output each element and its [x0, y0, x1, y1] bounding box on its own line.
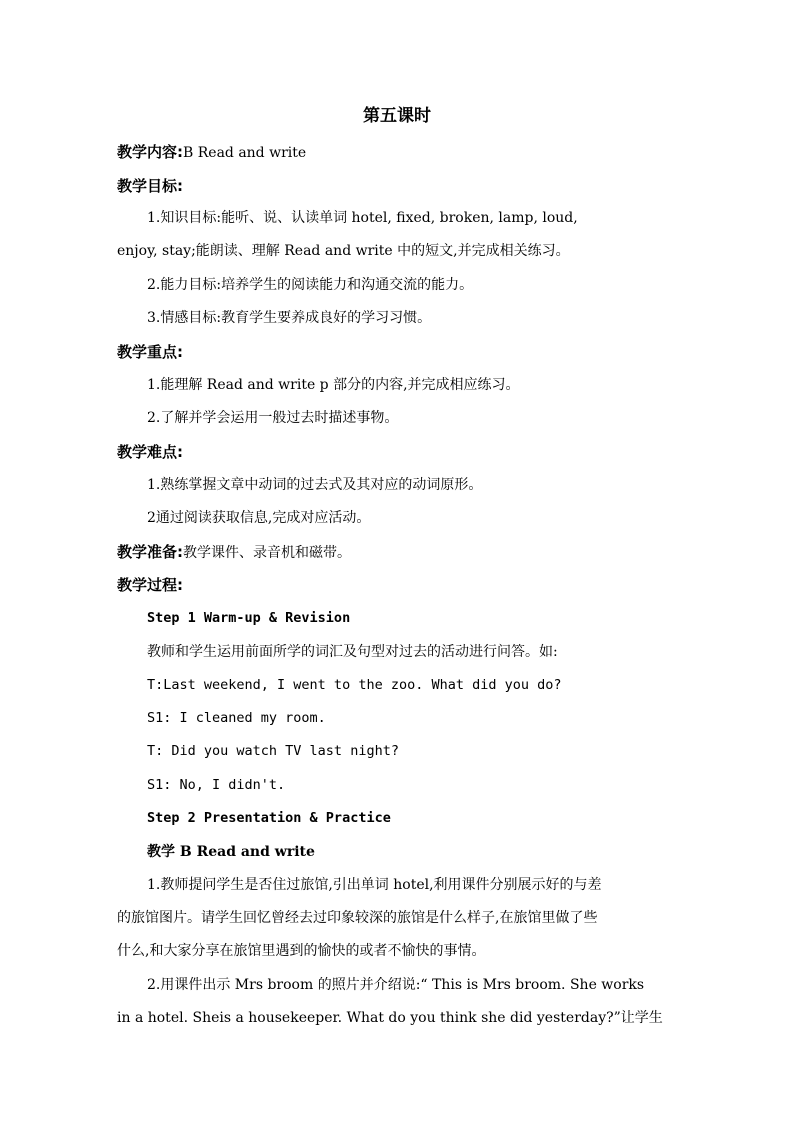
difficulty-1: 1.熟练掌握文章中动词的过去式及其对应的动词原形。: [147, 477, 483, 493]
paragraph2-line-2: in a hotel. Sheis a housekeeper. What do you think she did yesterday?”让学生: [117, 1010, 663, 1026]
goal-line-4: 3.情感目标:教育学生要养成良好的学习习惯。: [147, 310, 432, 326]
step1-intro: 教师和学生运用前面所学的词汇及句型对过去的活动进行问答。如:: [147, 644, 558, 660]
goal-line-3: 2.能力目标:培养学生的阅读能力和沟通交流的能力。: [147, 277, 474, 293]
dialogue-line-4: S1: No, I didn't.: [147, 777, 286, 793]
paragraph2-line-1: 2.用课件出示 Mrs broom 的照片并介绍说:“ This is Mrs broom. She works: [147, 977, 645, 993]
key-points-label: 教学重点:: [117, 343, 183, 361]
preparation-text: 教学课件、录音机和磁带。: [183, 545, 351, 561]
paragraph1-line-2: 的旅馆图片。请学生回忆曾经去过印象较深的旅馆是什么样子,在旅馆里做了些: [117, 910, 598, 926]
goals-label: 教学目标:: [117, 177, 183, 195]
goal-line-1: 1.知识目标:能听、说、认读单词 hotel, fixed, broken, lamp, loud,: [147, 210, 578, 226]
preparation-label: 教学准备:: [117, 543, 183, 561]
section-preparation: [117, 541, 351, 564]
difficulty-2: 2通过阅读获取信息,完成对应活动。: [147, 510, 371, 526]
step2-heading: Step 2 Presentation & Practice: [147, 810, 391, 826]
content-text: B Read and write: [183, 145, 307, 161]
dialogue-line-3: T: Did you watch TV last night?: [147, 743, 399, 759]
key-point-1: 1.能理解 Read and write p 部分的内容,并完成相应练习。: [147, 377, 520, 393]
dialogue-line-2: S1: I cleaned my room.: [147, 710, 326, 726]
dialogue-line-1: T:Last weekend, I went to the zoo. What did you do?: [147, 677, 562, 693]
step1-heading: Step 1 Warm-up & Revision: [147, 610, 351, 626]
paragraph1-line-1: 1.教师提问学生是否住过旅馆,引出单词 hotel,利用课件分别展示好的与差: [147, 877, 602, 893]
goal-line-2: enjoy, stay;能朗读、理解 Read and write 中的短文,并完成相关练习。: [117, 243, 570, 259]
difficulties-label: 教学难点:: [117, 443, 183, 461]
key-point-2: 2.了解并学会运用一般过去时描述事物。: [147, 410, 399, 426]
content-label: 教学内容:: [117, 143, 183, 161]
paragraph1-line-3: 什么,和大家分享在旅馆里遇到的愉快的或者不愉快的事情。: [117, 943, 486, 959]
step2-subheading: 教学 B Read and write: [147, 844, 315, 860]
process-label: 教学过程:: [117, 576, 183, 594]
lesson-title: 第五课时: [363, 106, 431, 126]
section-content: [117, 141, 306, 164]
